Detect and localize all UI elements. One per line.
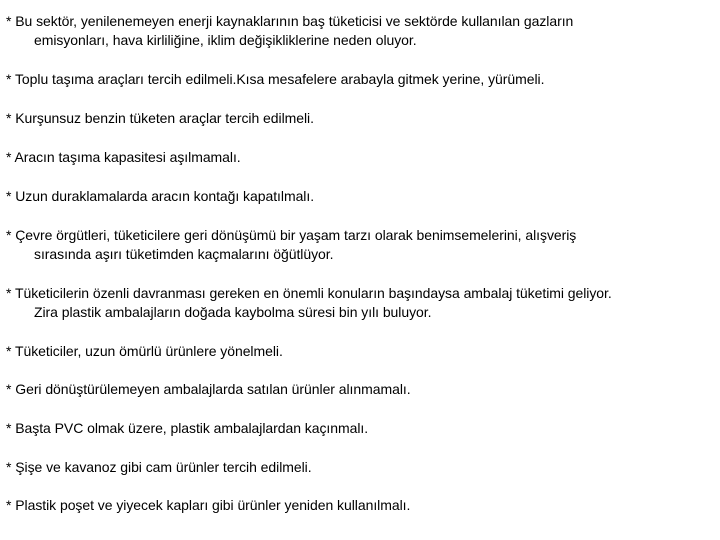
paragraph-unleaded-fuel — [6, 109, 716, 128]
paragraph-line: * Kurşunsuz benzin tüketen araçlar tercih edilmeli. — [6, 110, 314, 126]
paragraph-pvc-avoidance — [6, 419, 716, 438]
paragraph-reuse-bags — [6, 496, 716, 515]
paragraph-packaging-consumption — [6, 284, 716, 322]
paragraph-public-transport — [6, 70, 716, 89]
paragraph-continuation: sırasında aşırı tüketimden kaçmalarını öğütlüyor. — [34, 246, 334, 262]
paragraph-line: * Plastik poşet ve yiyecek kapları gibi ürünler yeniden kullanılmalı. — [6, 497, 411, 513]
paragraph-engine-off — [6, 187, 716, 206]
paragraph-environmental-organizations — [6, 226, 716, 264]
paragraph-vehicle-capacity — [6, 148, 716, 167]
paragraph-line: * Çevre örgütleri, tüketicilere geri dönüşümü bir yaşam tarzı olarak benimsemelerini, alışveriş — [6, 227, 577, 243]
paragraph-non-recyclable — [6, 380, 716, 399]
paragraph-line: * Bu sektör, yenilenemeyen enerji kaynaklarının baş tüketicisi ve sektörde kullanılan gazların — [6, 13, 574, 29]
paragraph-energy-sector — [6, 12, 716, 50]
paragraph-line: * Başta PVC olmak üzere, plastik ambalajlardan kaçınmalı. — [6, 420, 369, 436]
paragraph-line: * Tüketiciler, uzun ömürlü ürünlere yönelmeli. — [6, 343, 283, 359]
paragraph-line: * Uzun duraklamalarda aracın kontağı kapatılmalı. — [6, 188, 315, 204]
paragraph-continuation: Zira plastik ambalajların doğada kaybolma süresi bin yılı buluyor. — [34, 304, 432, 320]
paragraph-line: * Tüketicilerin özenli davranması gereken en önemli konuların başındaysa ambalaj tüketimi geliyor. — [6, 285, 612, 301]
paragraph-durable-products — [6, 342, 716, 361]
paragraph-line: * Aracın taşıma kapasitesi aşılmamalı. — [6, 149, 241, 165]
paragraph-continuation: emisyonları, hava kirliliğine, iklim değişikliklerine neden oluyor. — [34, 32, 417, 48]
paragraph-line: * Geri dönüştürülemeyen ambalajlarda satılan ürünler alınmamalı. — [6, 381, 411, 397]
paragraph-glass-products — [6, 458, 716, 477]
paragraph-line: * Şişe ve kavanoz gibi cam ürünler tercih edilmeli. — [6, 459, 312, 475]
paragraph-line: * Toplu taşıma araçları tercih edilmeli.Kısa mesafelere arabayla gitmek yerine, yürümeli. — [6, 71, 545, 87]
